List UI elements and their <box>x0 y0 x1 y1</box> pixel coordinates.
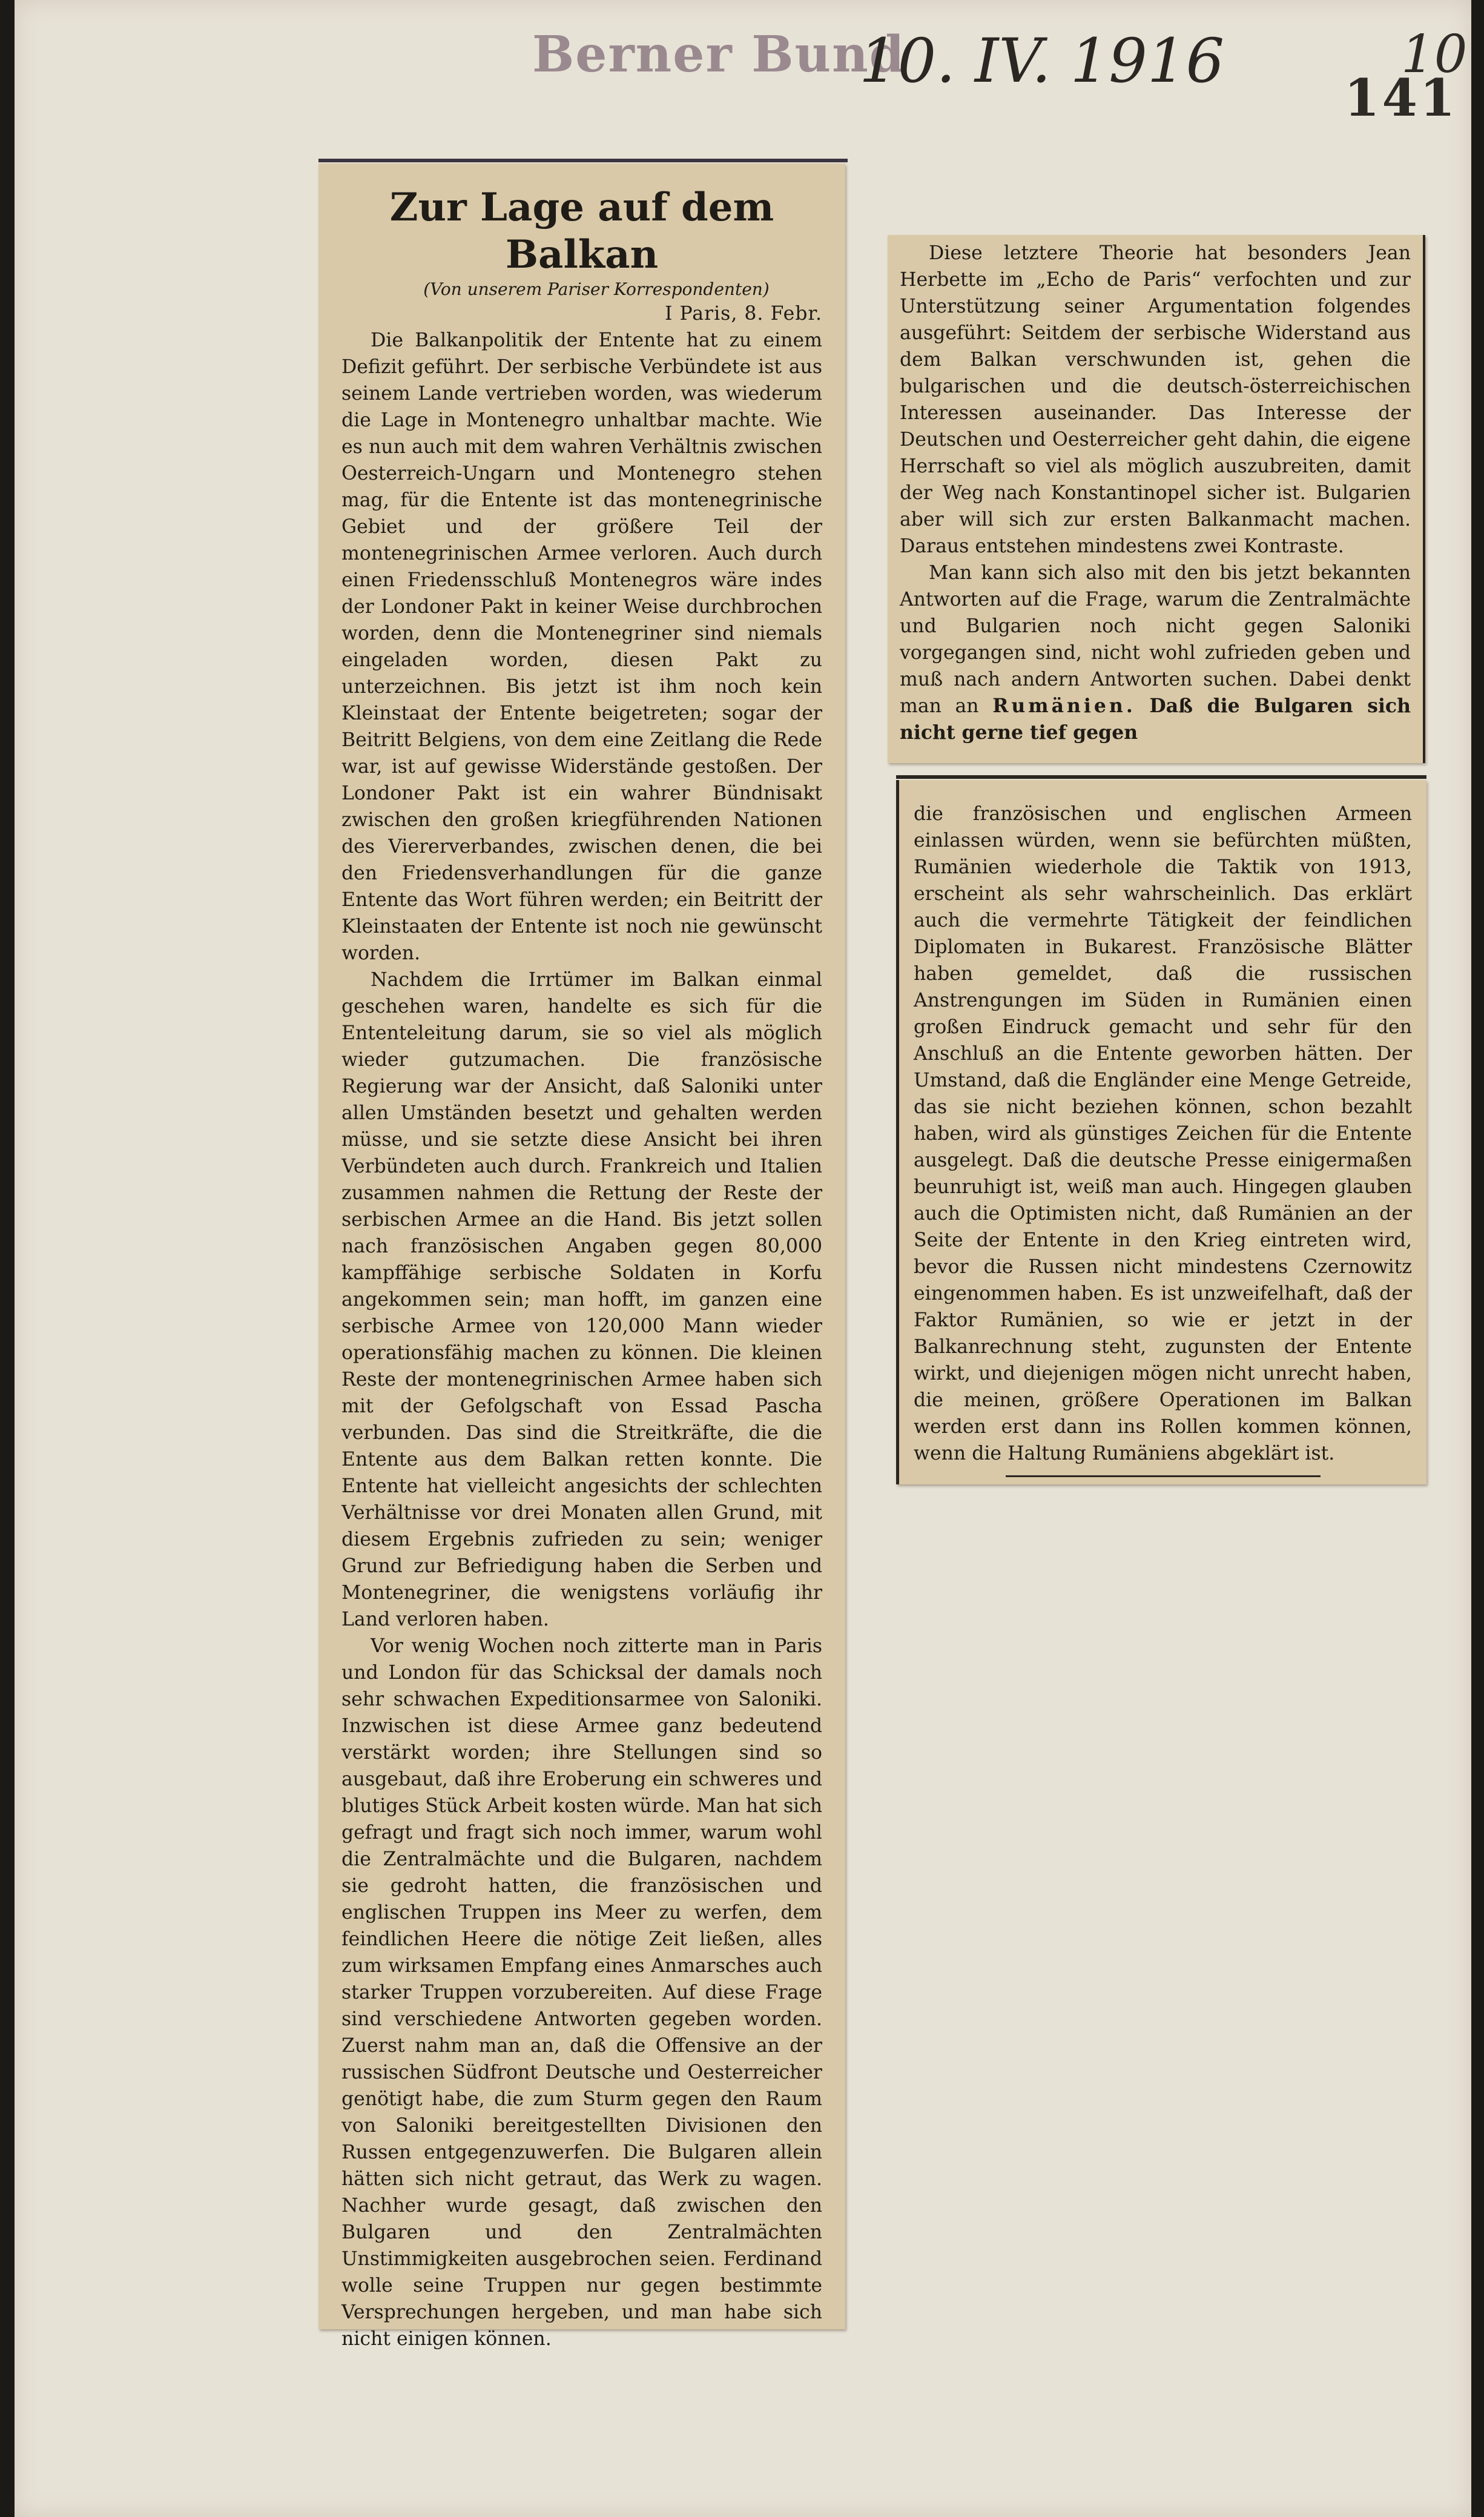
paragraph: Vor wenig Wochen noch zitterte man in Paris und London für das Schicksal der damals noch sehr schwachen Expeditionsarmee von Saloniki. Inzwischen ist diese Armee ganz bedeutend verstärkt worden; ihre Stellungen sind so ausgebaut, daß ihre Eroberung ein schweres und blutiges Stück Arbeit kosten würde. Man hat sich gefragt und fragt sich noch immer, warum wohl die Zentralmächte und die Bulgaren, nachdem sie gedroht hatten, die französischen und englischen Truppen ins Meer zu werfen, dem feindlichen Heere die nötige Zeit ließen, alles zum wirksamen Empfang eines Anmarsches auch starker Truppen vorzubereiten. Auf diese Frage sind verschiedene Antworten gegeben worden. Zuerst nahm man an, daß die Offensive an der russischen Südfront Deutsche und Oesterreicher genötigt habe, die zum Sturm gegen den Raum von Saloniki bereitgestellten Divisionen den Russen entgegenzuwerfen. Die Bulgaren allein hätten sich nicht getraut, das Werk zu wagen. Nachher wurde gesagt, daß zwischen den Bulgaren und den Zentralmächten Unstimmigkeiten ausgebrochen seien. Ferdinand wolle seine Truppen nur gegen bestimmte Versprechungen hergeben, und man habe sich nicht einigen können. <box>341 1635 822 2350</box>
article-dateline: I Paris, 8. Febr. <box>665 303 822 325</box>
page-number-handwritten: 10 <box>1401 24 1468 85</box>
article-headline: Zur Lage auf dem Balkan <box>389 185 774 277</box>
end-rule <box>1006 1475 1321 1477</box>
page-number: 141 <box>1344 68 1458 128</box>
paragraph-continued <box>900 560 1411 746</box>
newspaper-stamp: Berner Bund <box>532 25 906 84</box>
paragraph: Nachdem die Irrtümer im Balkan einmal geschehen waren, handelte es sich für die Ententeleitung darum, sie so viel als möglich wieder gutzumachen. Die französische Regierung war der Ansicht, daß Saloniki unter allen Umständen besetzt und gehalten werden müsse, und sie setzte diese Ansicht bei ihren Verbündeten auch durch. Frankreich und Italien zusammen nahmen die Rettung der Reste der serbischen Armee an die Hand. Bis jetzt sollen nach französischen Angaben gegen 80,000 kampffähige serbische Soldaten in Korfu angekommen sein; man hofft, im ganzen eine serbische Armee von 120,000 Mann wieder operationsfähig machen zu können. Die kleinen Reste der montenegrinischen Armee haben sich mit der Gefolgschaft von Essad Pascha verbunden. Das sind die Streitkräfte, die die Entente aus dem Balkan retten konnte. Die Entente hat vielleicht angesichts der schlechten Verhältnisse vor drei Monaten allen Grund, mit diesem Ergebnis zufrieden zu sein; weniger Grund zur Befriedigung haben die Serben und Montenegriner, die wenigstens vorläufig ihr Land verloren haben. <box>341 969 822 1630</box>
paragraph: die französischen und englischen Armeen einlassen würden, wenn sie befürchten müßten, Rumänien wiederhole die Taktik von 1913, erscheint als sehr wahrscheinlich. Das erklärt auch die vermehrte Tätigkeit der feindlichen Diplomaten in Bukarest. Französische Blätter haben gemeldet, daß die russischen Anstrengungen im Süden in Rumänien einen großen Eindruck gemacht und sehr für den Anschluß an die Entente geworben hätten. Der Umstand, daß die Engländer eine Menge Getreide, das sie nicht beziehen können, schon bezahlt haben, wird als günstiges Zeichen für die Entente ausgelegt. Daß die deutsche Presse einigermaßen beunruhigt ist, weiß man auch. Hingegen glauben auch die Optimisten nicht, daß Rumänien an der Seite der Entente in den Krieg eintreten wird, bevor die Russen nicht mindestens Czernowitz eingenommen haben. Es ist unzweifelhaft, daß der Faktor Rumänien, so wie er jetzt in der Balkanrechnung steht, zugunsten der Entente wirkt, und diejenigen mögen nicht unrecht haben, die meinen, größere Operationen im Balkan werden erst dann ins Rollen kommen können, wenn die Haltung Rumäniens abgeklärt ist. <box>914 803 1412 1464</box>
article-byline: (Von unserem Pariser Korrespondenten) <box>423 279 770 299</box>
clipping-column-3 <box>896 780 1426 1484</box>
archive-sheet <box>15 0 1471 2517</box>
handwritten-date: 10. IV. 1916 <box>859 25 1225 96</box>
clipping-column-1 <box>318 164 845 2350</box>
paragraph: Die Balkanpolitik der Entente hat zu einem Defizit geführt. Der serbische Verbündete ist aus seinem Lande vertrieben worden, was wiederum die Lage in Montenegro unhaltbar machte. Wie es nun auch mit dem wahren Verhältnis zwischen Oesterreich-Ungarn und Montenegro stehen mag, für die Entente ist das montenegrinische Gebiet und der größere Teil der montenegrinischen Armee verloren. Auch durch einen Friedensschluß Montenegros wäre indes der Londoner Pakt in keiner Weise durchbrochen worden, denn die Montenegriner sind niemals eingeladen worden, diesen Pakt zu unterzeichnen. Bis jetzt ist ihm noch kein Kleinstaat der Entente beigetreten; sogar der Beitritt Belgiens, von dem eine Zeitlang die Rede war, ist auf gewisse Widerstände gestoßen. Der Londoner Pakt ist ein wahrer Bündnisakt zwischen den großen kriegführenden Nationen des Viererverbandes, zwischen denen, die bei den Friedensverhandlungen für die ganze Entente das Wort führen werden; ein Beitritt der Kleinstaaten der Entente ist noch nie gewünscht worden. <box>341 329 822 964</box>
bold-sentence: Daß die Bulgaren sich nicht gerne tief gegen <box>900 695 1411 744</box>
emphasized-word: Rumänien. <box>992 695 1136 717</box>
column-top-rule <box>896 775 1426 779</box>
paragraph-text: Man kann sich also mit den bis jetzt bekannten Antworten auf die Frage, warum die Zentralmächte und Bulgarien noch nicht gegen Saloniki vorgegangen sind, nicht wohl zufrieden geben und muß nach andern Antworten suchen. Dabei denkt man an <box>900 562 1411 717</box>
column-top-rule <box>318 159 848 162</box>
clipping-column-2 <box>888 235 1425 763</box>
paragraph: Diese letztere Theorie hat besonders Jean Herbette im „Echo de Paris“ verfochten und zur Unterstützung seiner Argumentation folgendes ausgeführt: Seitdem der serbische Widerstand aus dem Balkan verschwunden ist, gehen die bulgarischen und die deutsch-österreichischen Interessen auseinander. Das Interesse der Deutschen und Oesterreicher geht dahin, die eigene Herrschaft so viel als möglich auszubreiten, damit der Weg nach Konstantinopel sicher ist. Bulgarien aber will sich zur ersten Balkanmacht machen. Daraus entstehen mindestens zwei Kontraste. <box>900 242 1411 557</box>
